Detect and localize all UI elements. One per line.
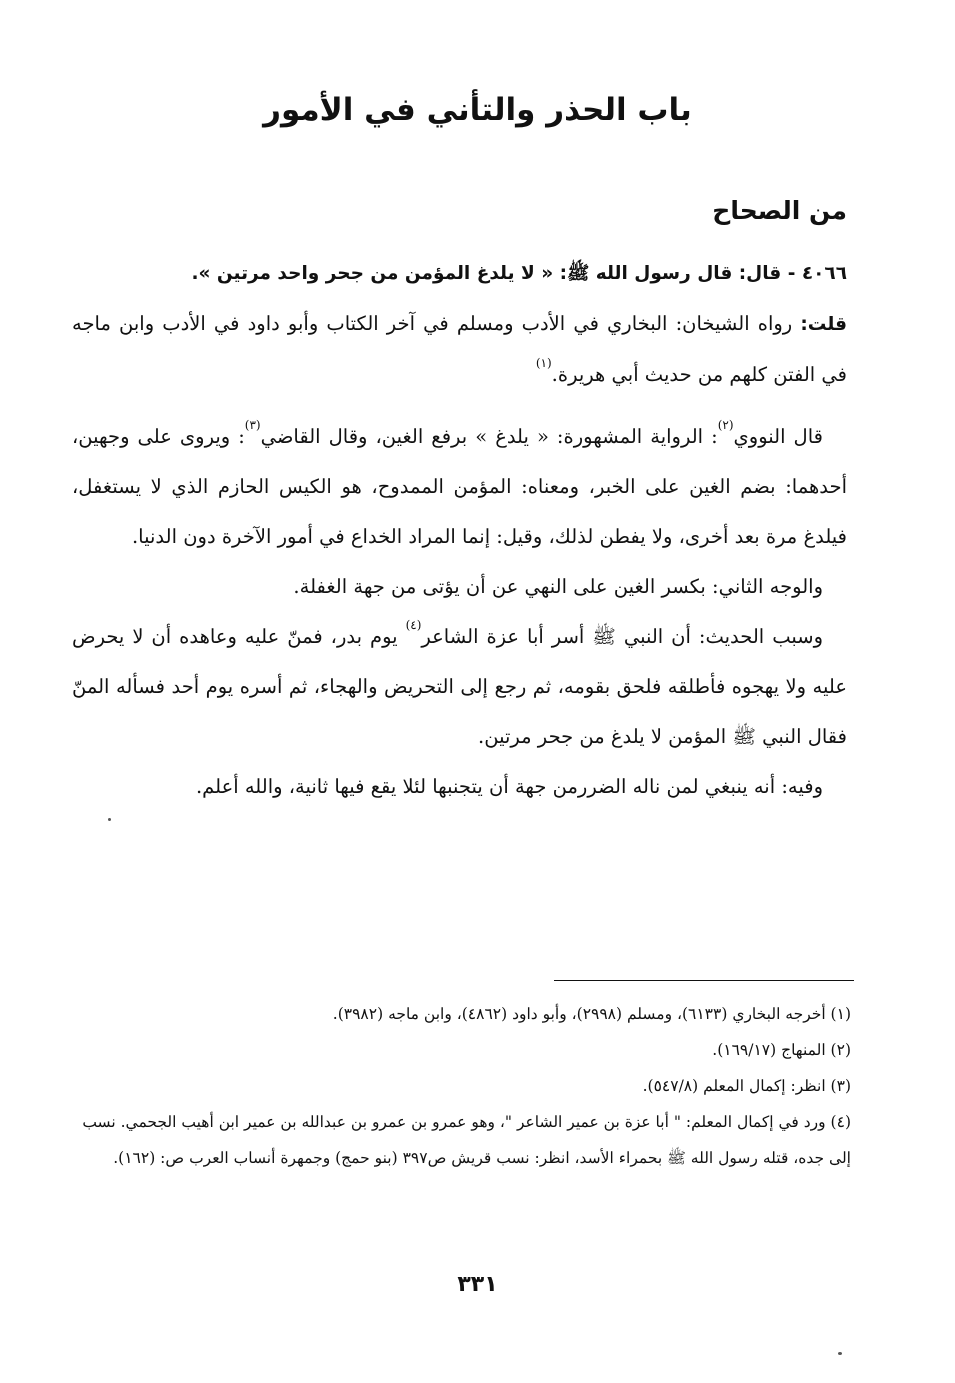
scan-speck [108, 818, 111, 821]
paragraph-text: : الرواية المشهورة: « يلدغ » برفع الغين، وقال القاضي [260, 425, 718, 448]
footnote-ref-3: (٣) [244, 418, 261, 432]
paragraph-nawawi [72, 412, 847, 562]
paragraph-text: وفيه: أنه ينبغي لمن ناله الضررمن جهة أن يتجنبها لئلا يقع فيها ثانية، والله أعلم. [195, 775, 823, 798]
footnotes [71, 996, 851, 1176]
paragraph-text: يوم بدر، فمنّ عليه وعاهده أن لا يحرض عليه ولا يهجوه فأطلقه فلحق بقومه، ثم رجع إلى التحريض والهجاء، ثم أسره يوم أحد فسأله المنّ فقال النبي ﷺ المؤمن لا يلدغ من جحر مرتين. [72, 625, 847, 748]
footnote-4: (٤) ورد في إكمال المعلم: " أبا عزة بن عمير الشاعر "، وهو عمرو بن عمرو بن عبدالله بن عمير ابن أهيب الجحمي. نسب إلى جده، قتله رسول الله ﷺ بحمراء الأسد، انظر: نسب قريش ص٣٩٧ (بنو حمج) وجمهرة أنساب العرب ص: (١٦٢). [82, 1113, 851, 1167]
footnote-3: (٣) انظر: إكمال المعلم (٥٤٧/٨). [642, 1077, 851, 1095]
footnote-ref-4: (٤) [405, 618, 422, 632]
paragraph-takhrij [72, 299, 847, 400]
paragraph-text: رواه الشيخان: البخاري في الأدب ومسلم في آخر الكتاب وأبو داود في الأدب وابن ماجه في الفتن كلهم من حديث أبي هريرة. [72, 312, 847, 386]
footnote-ref-2: (٢) [717, 418, 734, 432]
footnote-divider [554, 980, 854, 981]
paragraph-text: والوجه الثاني: بكسر الغين على النهي عن أن يؤتى من جهة الغفلة. [293, 575, 823, 598]
paragraph-cause [72, 612, 847, 762]
footnote-ref-1: (١) [535, 356, 552, 370]
section-heading: من الصحاح [712, 196, 847, 225]
footnote-2: (٢) المنهاج (١٦٩/١٧). [712, 1041, 851, 1059]
chapter-title: باب الحذر والتأني في الأمور [263, 92, 692, 128]
paragraph-text: : ويروى على وجهين، أحدهما: بضم الغين على الخبر، ومعناه: المؤمن الممدوح، هو الكيس الحازم الذي لا يستغفل، فيلدغ مرة بعد أخرى، ولا يفطن لذلك، وقيل: إنما المراد الخداع في أمور الآخرة دون الدنيا. [72, 425, 847, 548]
paragraph-lesson [72, 762, 847, 812]
scan-speck [838, 1352, 842, 1355]
hadith-text: ٤٠٦٦ - قال: قال رسول الله ﷺ: « لا يلدغ المؤمن من جحر واحد مرتين ». [191, 263, 847, 284]
paragraph-second-aspect [72, 562, 847, 612]
paragraph-text: قال النووي [733, 425, 823, 448]
main-text [72, 248, 847, 812]
paragraph-text: وسبب الحديث: أن النبي ﷺ أسر أبا عزة الشاعر [421, 625, 823, 648]
page-number: ٣٣١ [457, 1272, 498, 1297]
qultu-label: قلت: [800, 314, 847, 335]
footnote-1: (١) أخرجه البخاري (٦١٣٣)، ومسلم (٢٩٩٨)، وأبو داود (٤٨٦٢)، وابن ماجه (٣٩٨٢). [332, 1005, 851, 1023]
hadith-line [72, 248, 847, 299]
